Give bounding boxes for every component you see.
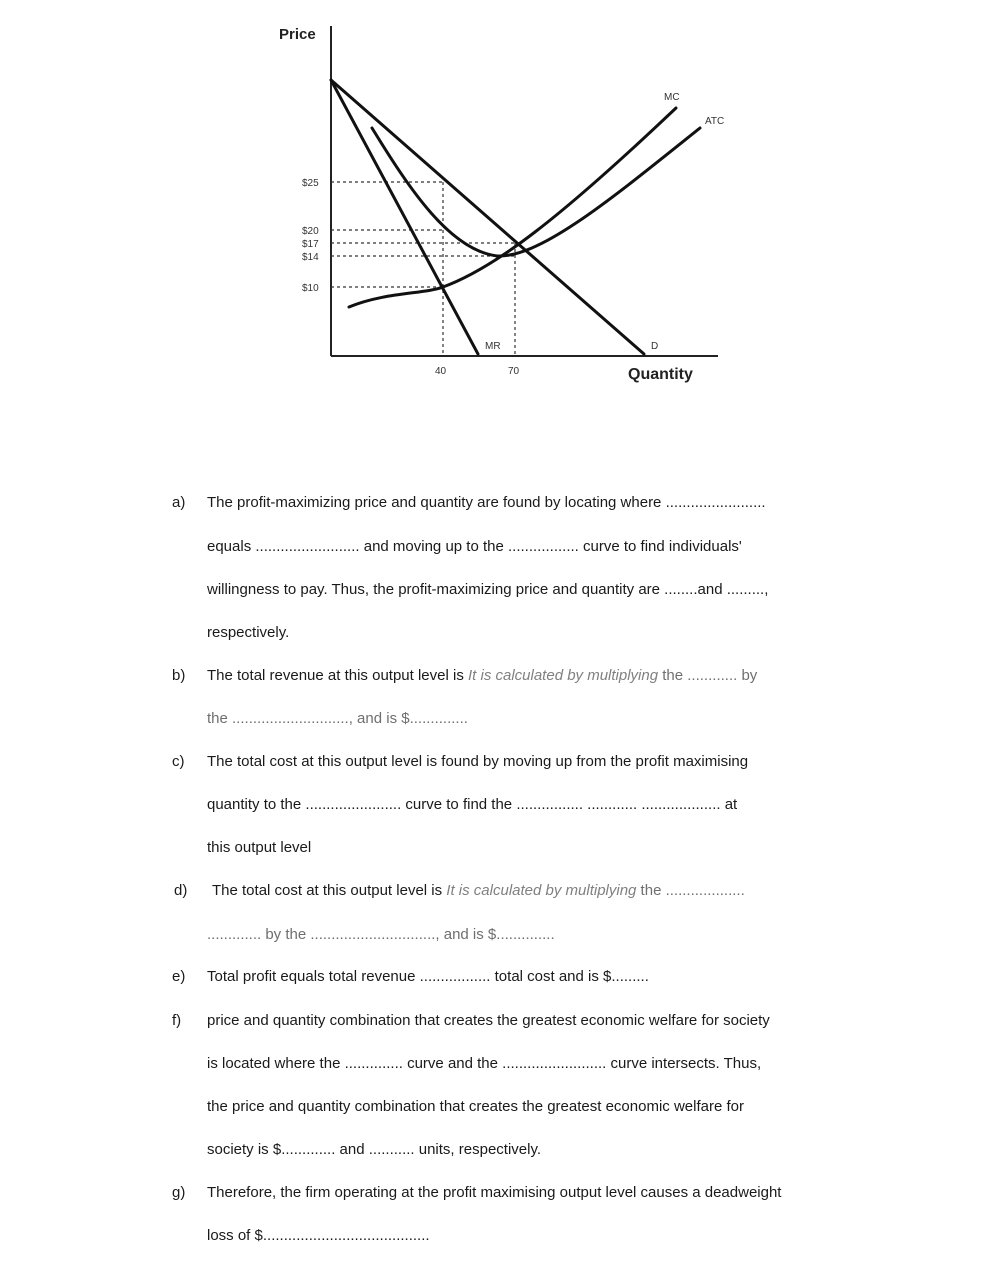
question-d-text-1c: the ................... — [636, 882, 745, 899]
question-g-label: g) — [172, 1184, 186, 1201]
question-f-label: f) — [172, 1012, 182, 1029]
x-tick-70: 70 — [508, 366, 520, 377]
question-f-text-2: is located where the .............. curve and the ......................... curve intersects. Thus, — [207, 1055, 762, 1072]
mr-label: MR — [485, 341, 501, 352]
question-d-text-1b: It is calculated by multiplying — [446, 882, 637, 899]
question-b-text-1a: The total revenue at this output level is — [207, 667, 468, 684]
question-c-text-1: The total cost at this output level is found by moving up from the profit maximising — [207, 753, 749, 770]
atc-curve — [372, 128, 700, 256]
question-b-text-1c: the ............ by — [658, 667, 758, 684]
y-tick-14: $14 — [302, 252, 319, 263]
question-d-text-1 — [212, 882, 745, 900]
mc-label: MC — [664, 92, 680, 103]
question-e-text-1: Total profit equals total revenue ................. total cost and is $......... — [207, 968, 649, 985]
x-axis-label: Quantity — [628, 366, 693, 383]
question-b-label: b) — [172, 667, 186, 684]
question-a-text-1: The profit-maximizing price and quantity are found by locating where ........................ — [207, 494, 766, 511]
question-a-text-2: equals ......................... and moving up to the ................. curve to find individuals' — [207, 538, 742, 555]
x-tick-40: 40 — [435, 366, 447, 377]
question-b-text-1b: It is calculated by multiplying — [467, 667, 659, 684]
question-a-text-4: respectively. — [207, 624, 290, 641]
question-f-text-4: society is $............. and ........... units, respectively. — [207, 1141, 542, 1158]
question-b-text-2: the ............................, and is $.............. — [207, 710, 468, 727]
y-tick-25: $25 — [302, 178, 319, 189]
question-a-text-3: willingness to pay. Thus, the profit-maximizing price and quantity are ........and ........., — [207, 581, 769, 598]
y-tick-20: $20 — [302, 226, 319, 237]
atc-label: ATC — [705, 116, 725, 127]
mr-curve — [331, 80, 478, 354]
question-c-text-3: this output level — [207, 839, 312, 856]
d-label: D — [651, 341, 659, 352]
question-c-text-2: quantity to the ....................... curve to find the ................ ............ ................... at — [207, 796, 738, 813]
question-d-label: d) — [174, 882, 188, 899]
cost-revenue-graph — [0, 0, 1003, 460]
question-g-text-1: Therefore, the firm operating at the profit maximising output level causes a deadweight — [207, 1184, 782, 1201]
question-g-text-2: loss of $........................................ — [207, 1227, 430, 1244]
question-f-text-3: the price and quantity combination that creates the greatest economic welfare for — [207, 1098, 744, 1115]
question-d-text-2: ............. by the .............................., and is $.............. — [207, 926, 555, 943]
question-f-text-1: price and quantity combination that creates the greatest economic welfare for society — [207, 1012, 770, 1029]
question-d-text-1a: The total cost at this output level is — [212, 882, 447, 899]
y-tick-17: $17 — [302, 239, 319, 250]
question-c-label: c) — [172, 753, 185, 770]
question-e-label: e) — [172, 968, 186, 985]
demand-curve — [331, 80, 644, 354]
question-a-label: a) — [172, 494, 186, 511]
y-tick-10: $10 — [302, 283, 319, 294]
question-b-text-1 — [207, 667, 757, 685]
y-axis-label: Price — [279, 26, 316, 43]
